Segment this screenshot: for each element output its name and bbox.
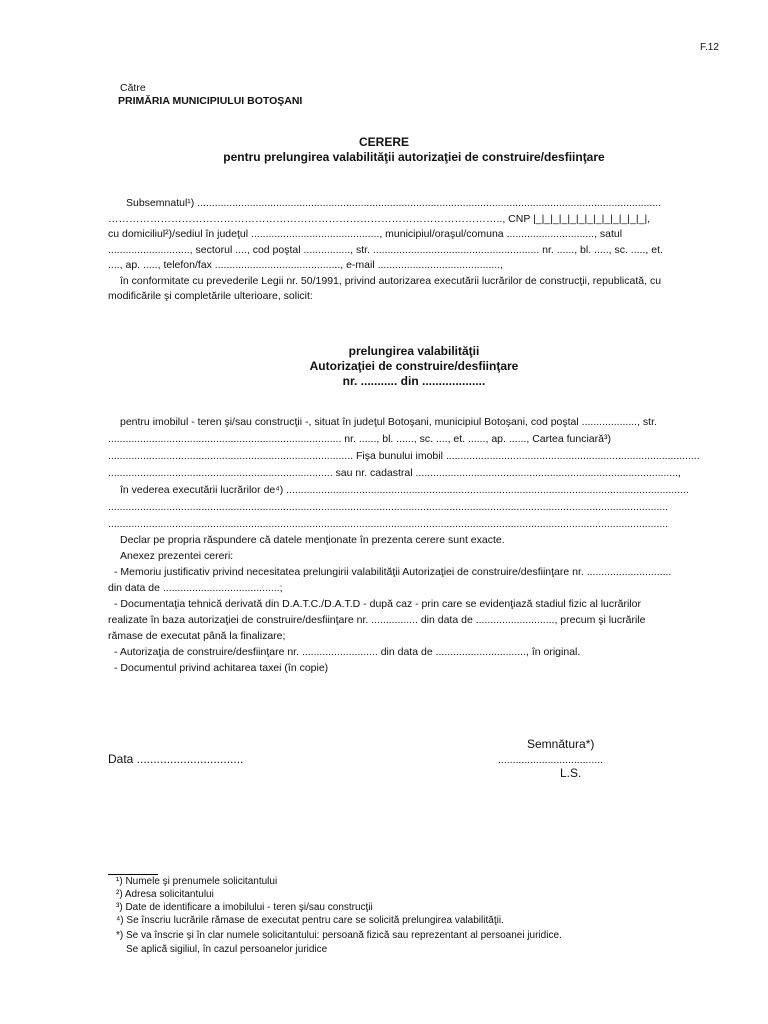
- addressee-institution: PRIMĂRIA MUNICIPIULUI BOTOŞANI: [118, 95, 303, 107]
- property-line-7: ................................................................................................................................................................................................: [108, 518, 669, 530]
- property-line-5: în vederea executării lucrărilor de⁴) ..........................................................................................................................................: [120, 484, 689, 496]
- annex-item-1a: - Memoriu justificativ privind necesitatea prelungirii valabilităţii Autorizaţiei de construire/desfiinţare nr. .............................: [114, 566, 672, 578]
- applicant-line-1: Subsemnatul¹) ...............................................................................................................................................................: [126, 197, 662, 209]
- property-line-1: pentru imobilul - teren şi/sau construcţii -, situat în judeţul Botoşani, municipiul Botoşani, cod poştal ..................., str.: [120, 416, 657, 428]
- applicant-line-4: ............................, sectorul ...., cod poştal ................, str. ......................................................... nr. ......, bl. ....., sc. ....., et.: [108, 243, 663, 256]
- applicant-line-6: în conformitate cu prevederile Legii nr. 50/1991, privind autorizarea executării lucrărilor de construcţii, republicată, cu: [120, 274, 662, 287]
- applicant-line-5: ...., ap. ....., telefon/fax ..........................................., e-mail ..........................................,: [108, 259, 504, 271]
- footnote-4: ⁴) Se înscriu lucrările rămase de executat pentru care se solicită prelungirea valabilităţii.: [116, 915, 504, 926]
- property-line-2: ................................................................................ nr. ......, bl. ......, sc. ...., et. ......, ap. ......, Cartea funciară³): [108, 433, 611, 445]
- annex-item-2b: realizate în baza autorizaţiei de construire/desfiinţare nr. ................ din data de ..........................., precum şi lucrările: [108, 614, 646, 626]
- footnote-5: *) Se va înscrie şi în clar numele solicitantului: persoană fizică sau reprezentant al persoanei juridice.: [116, 930, 562, 941]
- annex-item-4: - Documentul privind achitarea taxei (în copie): [114, 662, 329, 674]
- title-main: CERERE: [358, 135, 409, 149]
- annex-item-3: - Autorizaţia de construire/desfiinţare nr. .......................... din data de ..............................., în original.: [114, 646, 581, 658]
- footnote-6: Se aplică sigiliul, în cazul persoanelor juridice: [126, 944, 328, 955]
- seal-label: L.S.: [560, 766, 582, 780]
- applicant-line-3: cu domiciliul²)/sediul în judeţul ............................................, municipiul/oraşul/comuna .............................., satul: [108, 228, 623, 240]
- footnote-divider: [108, 874, 158, 875]
- request-line-3: nr. ........... din ...................: [342, 374, 486, 388]
- footnote-3: ³) Date de identificare a imobilului - teren şi/sau construcţii: [116, 902, 373, 913]
- applicant-line-2: ………………………………………………………………………………………………….., CNP |_|_|_|_|_|_|_|_|_|_|_|_|_|,: [108, 212, 651, 225]
- request-line-2: Autorizaţiei de construire/desfiinţare: [309, 359, 519, 373]
- applicant-line-7: modificările şi completările ulterioare, solicit:: [108, 290, 313, 302]
- form-code: F.12: [700, 42, 719, 53]
- request-line-1: prelungirea valabilităţii: [348, 344, 480, 358]
- property-line-6: ................................................................................................................................................................................................: [108, 501, 669, 513]
- property-line-3: .................................................................................... Fişa bunului imobil .......................................................................................: [108, 450, 700, 462]
- declaration-line-2: Anexez prezentei cereri:: [120, 550, 234, 562]
- annex-item-2c: rămase de executat până la finalizare;: [108, 630, 286, 642]
- property-line-4: ............................................................................. sau nr. cadastral ..........................................................................................,: [108, 467, 681, 479]
- annex-item-1b: din data de ........................................;: [108, 582, 283, 594]
- title-subtitle: pentru prelungirea valabilităţii autorizaţiei de construire/desfiinţare: [223, 150, 605, 164]
- signature-label: Semnătura*): [527, 737, 595, 751]
- property-section: [108, 414, 723, 533]
- annex-item-2a: - Documentaţia tehnică derivată din D.A.T.C./D.A.T.D - după caz - prin care se evidenţiază stadiul fizic al lucrărilor: [114, 598, 641, 610]
- declaration-line-1: Declar pe propria răspundere că datele menţionate în prezenta cerere sunt exacte.: [120, 534, 505, 546]
- signature-line: ....................................: [498, 754, 604, 766]
- declaration-section: [108, 532, 723, 676]
- footnote-2: ²) Adresa solicitantului: [116, 889, 214, 900]
- date-field: Data ................................: [108, 752, 244, 766]
- applicant-section: [108, 196, 723, 305]
- footnote-1: ¹) Numele şi prenumele solicitantului: [116, 876, 278, 887]
- addressee-to: Către: [120, 82, 146, 94]
